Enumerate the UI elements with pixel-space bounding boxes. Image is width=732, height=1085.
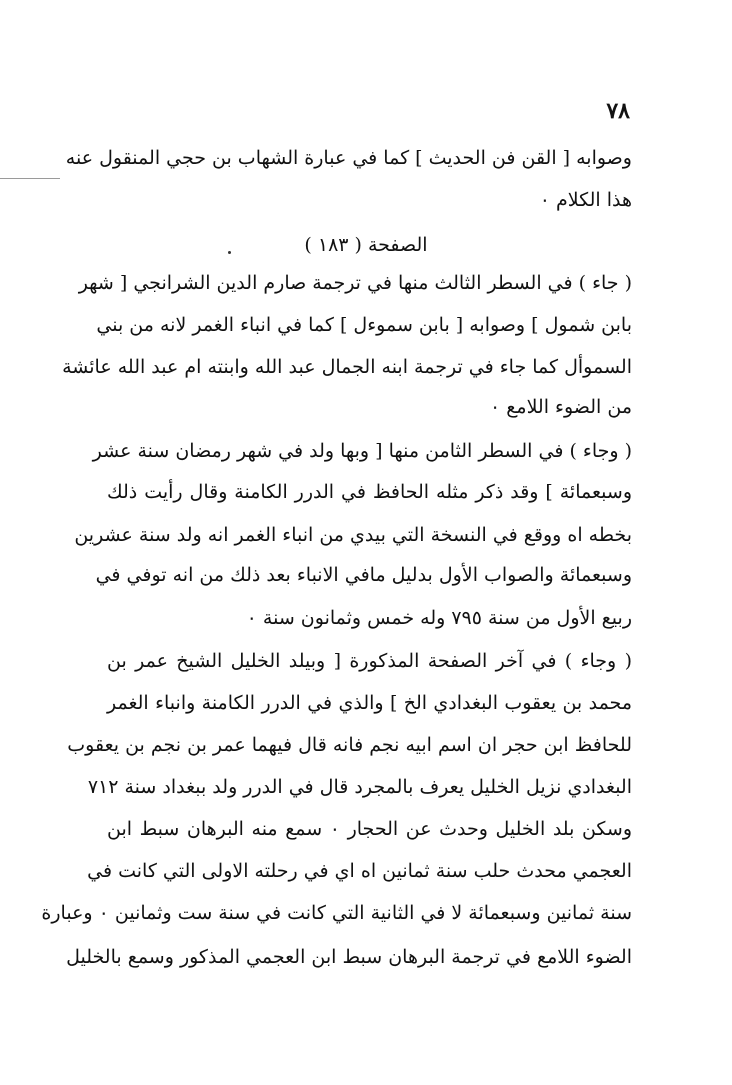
text-line-10: وسبعمائة والصواب الأول بدليل مافي الانباء بعد ذلك من انه توفي في (95, 564, 632, 586)
text-line-8: وسبعمائة ] وقد ذكر مثله الحافظ في الدرر الكامنة وقال رأيت ذلك (107, 481, 632, 503)
text-line-12: ( وجاء ) في آخر الصفحة المذكورة [ وبيلد الخليل الشيخ عمر بن (107, 650, 632, 672)
text-line-1: وصوابه [ القن فن الحديث ] كما في عبارة الشهاب بن حجي المنقول عنه (65, 147, 632, 169)
text-line-17: العجمي محدث حلب سنة ثمانين اه اي في رحلته الاولى التي كانت في (87, 860, 632, 882)
margin-mark (0, 178, 60, 179)
text-line-11: ربيع الأول من سنة ٧٩٥ وله خمس وثمانون سنة ٠ (246, 607, 632, 629)
text-line-3: ( جاء ) في السطر الثالث منها في ترجمة صارم الدين الشرانجي [ شهر (78, 272, 632, 294)
text-line-18: سنة ثمانين وسبعمائة لا في الثانية التي كانت في سنة ست وثمانين ٠ وعبارة (41, 902, 632, 924)
text-line-5: السموأل كما جاء في ترجمة ابنه الجمال عبد الله وابنته ام عبد الله عائشة (62, 356, 632, 378)
text-line-16: وسكن بلد الخليل وحدث عن الحجار ٠ سمع منه البرهان سبط ابن (107, 818, 632, 840)
text-line-4: بابن شمول ] وصوابه [ بابن سموءل ] كما في انباء الغمر لانه من بني (96, 314, 632, 336)
text-line-7: ( وجاء ) في السطر الثامن منها [ وبها ولد في شهر رمضان سنة عشر (92, 440, 632, 462)
text-line-19: الضوء اللامع في ترجمة البرهان سبط ابن العجمي المذكور وسمع بالخليل (66, 946, 632, 968)
text-line-9: بخطه اه ووقع في النسخة التي بيدي من انباء الغمر انه ولد سنة عشرين (74, 524, 632, 546)
text-line-6: من الضوء اللامع ٠ (490, 396, 632, 418)
text-line-13: محمد بن يعقوب البغدادي الخ ] والذي في الدرر الكامنة وانباء الغمر (107, 692, 632, 714)
text-line-14: للحافظ ابن حجر ان اسم ابيه نجم فانه قال فيهما عمر بن نجم بن يعقوب (67, 734, 632, 756)
page-number: ٧٨ (606, 98, 630, 124)
section-heading: الصفحة ( ١٨٣ ) (304, 234, 428, 256)
text-line-15: البغدادي نزيل الخليل يعرف بالمجرد قال في الدرر ولد ببغداد سنة ٧١٢ (87, 776, 632, 798)
text-line-2: هذا الكلام ٠ (539, 189, 632, 211)
